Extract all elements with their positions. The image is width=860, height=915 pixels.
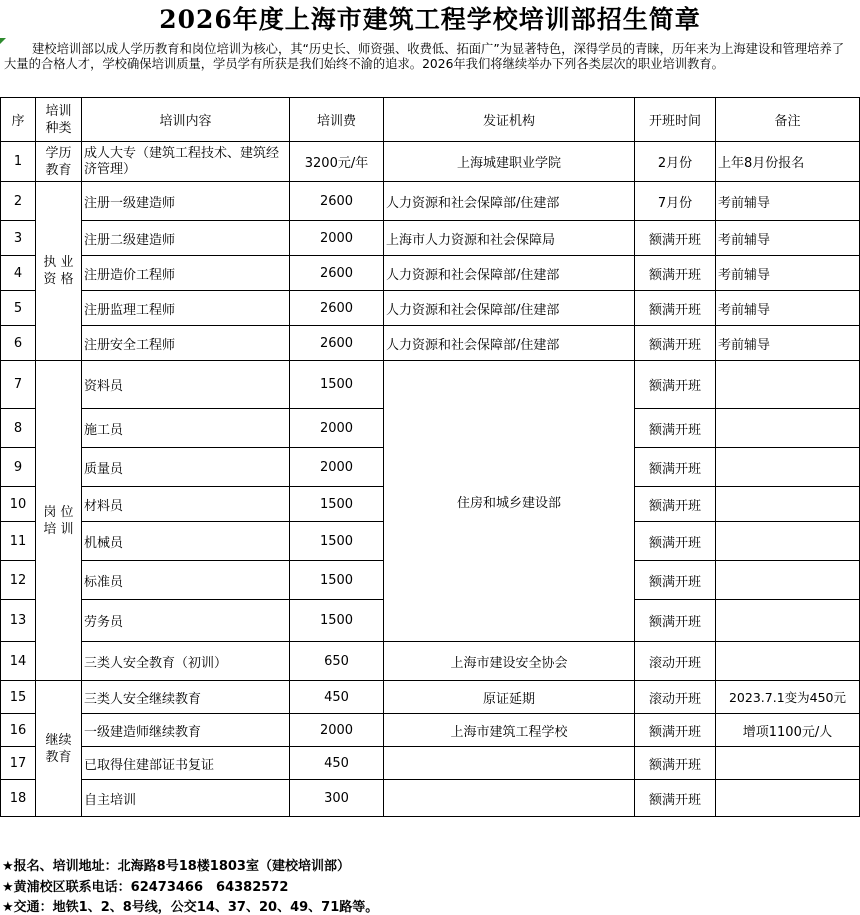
table-row xyxy=(1,221,860,256)
row-issuer xyxy=(384,747,635,780)
row-issuer xyxy=(384,780,635,817)
row-content: 施工员 xyxy=(82,409,290,448)
row-no: 6 xyxy=(1,326,36,361)
footer-phone xyxy=(2,876,288,895)
row-no: 16 xyxy=(1,714,36,747)
row-fee: 1500 xyxy=(290,487,384,522)
row-no: 3 xyxy=(1,221,36,256)
row-start: 额满开班 xyxy=(635,561,716,600)
table-row xyxy=(1,291,860,326)
row-content: 三类人安全教育（初训） xyxy=(82,642,290,681)
row-no: 15 xyxy=(1,681,36,714)
row-note: 考前辅导 xyxy=(716,291,860,326)
row-fee: 2000 xyxy=(290,409,384,448)
row-note: 考前辅导 xyxy=(716,182,860,221)
row-issuer: 人力资源和社会保障部/住建部 xyxy=(384,182,635,221)
row-start: 滚动开班 xyxy=(635,681,716,714)
footer-traffic xyxy=(2,896,378,915)
row-note xyxy=(716,448,860,487)
row-content: 成人大专（建筑工程技术、建筑经济管理） xyxy=(82,142,290,182)
table-row xyxy=(1,747,860,780)
table-row xyxy=(1,361,860,409)
row-content: 一级建造师继续教育 xyxy=(82,714,290,747)
row-note xyxy=(716,487,860,522)
page-title: 2026年度上海市建筑工程学校培训部招生简章 xyxy=(159,5,701,34)
row-content: 注册安全工程师 xyxy=(82,326,290,361)
row-issuer: 上海城建职业学院 xyxy=(384,142,635,182)
post-issuer: 住房和城乡建设部 xyxy=(384,361,635,642)
category-license: 执 业 资 格 xyxy=(36,182,82,361)
header-note: 备注 xyxy=(716,98,860,142)
row-start: 2月份 xyxy=(635,142,716,182)
row-start: 额满开班 xyxy=(635,361,716,409)
row-no: 12 xyxy=(1,561,36,600)
row-start: 额满开班 xyxy=(635,747,716,780)
course-table xyxy=(0,97,860,817)
row-content: 注册二级建造师 xyxy=(82,221,290,256)
row-content: 注册造价工程师 xyxy=(82,256,290,291)
row-start: 滚动开班 xyxy=(635,642,716,681)
row-no: 11 xyxy=(1,522,36,561)
table-row xyxy=(1,642,860,681)
row-fee: 2600 xyxy=(290,326,384,361)
table-row xyxy=(1,326,860,361)
row-no: 13 xyxy=(1,600,36,642)
row-note xyxy=(716,561,860,600)
header-seq: 序 xyxy=(1,98,36,142)
category-academic: 学历 教育 xyxy=(36,142,82,182)
row-issuer: 上海市人力资源和社会保障局 xyxy=(384,221,635,256)
row-issuer: 原证延期 xyxy=(384,681,635,714)
row-note: 增项1100元/人 xyxy=(716,714,860,747)
star-icon: ★ xyxy=(2,880,14,895)
row-no: 2 xyxy=(1,182,36,221)
row-start: 额满开班 xyxy=(635,600,716,642)
row-issuer: 人力资源和社会保障部/住建部 xyxy=(384,326,635,361)
footer-address xyxy=(2,855,350,874)
row-note xyxy=(716,642,860,681)
table-row xyxy=(1,714,860,747)
row-start: 额满开班 xyxy=(635,326,716,361)
header-category: 培训 种类 xyxy=(36,98,82,142)
row-no: 9 xyxy=(1,448,36,487)
row-note xyxy=(716,361,860,409)
row-content: 材料员 xyxy=(82,487,290,522)
table-row xyxy=(1,142,860,182)
table-row xyxy=(1,780,860,817)
header-issuer: 发证机构 xyxy=(384,98,635,142)
row-issuer: 人力资源和社会保障部/住建部 xyxy=(384,291,635,326)
row-fee: 1500 xyxy=(290,361,384,409)
row-no: 10 xyxy=(1,487,36,522)
row-content: 自主培训 xyxy=(82,780,290,817)
row-content: 标准员 xyxy=(82,561,290,600)
row-content: 三类人安全继续教育 xyxy=(82,681,290,714)
row-note xyxy=(716,747,860,780)
row-fee: 3200元/年 xyxy=(290,142,384,182)
row-start: 额满开班 xyxy=(635,409,716,448)
row-note: 考前辅导 xyxy=(716,221,860,256)
row-start: 额满开班 xyxy=(635,291,716,326)
row-issuer: 上海市建筑工程学校 xyxy=(384,714,635,747)
traffic-text: 交通：地铁1、2、8号线，公交14、37、20、49、71路等。 xyxy=(13,900,379,915)
row-fee: 300 xyxy=(290,780,384,817)
header-fee: 培训费 xyxy=(290,98,384,142)
row-content: 劳务员 xyxy=(82,600,290,642)
intro-paragraph: 建校培训部以成人学历教育和岗位培训为核心，其“历史长、师资强、收费低、拓面广”为显著特色，深得学员的青睐，历年来为上海建设和管理培养了大量的合格人才，学校确保培训质量，学员学有所获是我们始终不渝的追求。2026年我们将继续举办下列各类层次的职业培训教育。 xyxy=(4,42,845,71)
table-row xyxy=(1,681,860,714)
row-note: 2023.7.1变为450元 xyxy=(716,681,860,714)
row-content: 机械员 xyxy=(82,522,290,561)
row-content: 注册一级建造师 xyxy=(82,182,290,221)
star-icon: ★ xyxy=(2,900,14,915)
row-note: 考前辅导 xyxy=(716,326,860,361)
row-fee: 650 xyxy=(290,642,384,681)
row-fee: 450 xyxy=(290,747,384,780)
table-header-row xyxy=(1,98,860,142)
table-row xyxy=(1,182,860,221)
row-note: 考前辅导 xyxy=(716,256,860,291)
row-fee: 1500 xyxy=(290,600,384,642)
row-fee: 1500 xyxy=(290,561,384,600)
row-note: 上年8月份报名 xyxy=(716,142,860,182)
row-start: 额满开班 xyxy=(635,780,716,817)
row-no: 1 xyxy=(1,142,36,182)
row-note xyxy=(716,600,860,642)
row-issuer: 人力资源和社会保障部/住建部 xyxy=(384,256,635,291)
row-note xyxy=(716,522,860,561)
row-start: 7月份 xyxy=(635,182,716,221)
row-no: 14 xyxy=(1,642,36,681)
row-fee: 450 xyxy=(290,681,384,714)
row-no: 8 xyxy=(1,409,36,448)
row-content: 质量员 xyxy=(82,448,290,487)
row-start: 额满开班 xyxy=(635,522,716,561)
row-start: 额满开班 xyxy=(635,256,716,291)
star-icon: ★ xyxy=(2,859,14,874)
row-fee: 2000 xyxy=(290,448,384,487)
category-continuing: 继续 教育 xyxy=(36,681,82,817)
row-fee: 2600 xyxy=(290,291,384,326)
row-fee: 2600 xyxy=(290,182,384,221)
phone-text: 黄浦校区联系电话：62473466 64382572 xyxy=(13,880,289,895)
row-start: 额满开班 xyxy=(635,714,716,747)
category-post: 岗 位 培 训 xyxy=(36,361,82,681)
row-no: 4 xyxy=(1,256,36,291)
address-text: 报名、培训地址：北海路8号18楼1803室（建校培训部） xyxy=(13,859,350,874)
row-start: 额满开班 xyxy=(635,221,716,256)
row-no: 5 xyxy=(1,291,36,326)
row-issuer: 上海市建设安全协会 xyxy=(384,642,635,681)
row-fee: 2000 xyxy=(290,714,384,747)
row-start: 额满开班 xyxy=(635,487,716,522)
row-content: 资料员 xyxy=(82,361,290,409)
row-no: 7 xyxy=(1,361,36,409)
row-fee: 2600 xyxy=(290,256,384,291)
row-content: 已取得住建部证书复证 xyxy=(82,747,290,780)
row-no: 17 xyxy=(1,747,36,780)
row-content: 注册监理工程师 xyxy=(82,291,290,326)
header-content: 培训内容 xyxy=(82,98,290,142)
row-note xyxy=(716,409,860,448)
header-start: 开班时间 xyxy=(635,98,716,142)
row-fee: 1500 xyxy=(290,522,384,561)
row-note xyxy=(716,780,860,817)
row-start: 额满开班 xyxy=(635,448,716,487)
table-row xyxy=(1,256,860,291)
row-no: 18 xyxy=(1,780,36,817)
row-fee: 2000 xyxy=(290,221,384,256)
